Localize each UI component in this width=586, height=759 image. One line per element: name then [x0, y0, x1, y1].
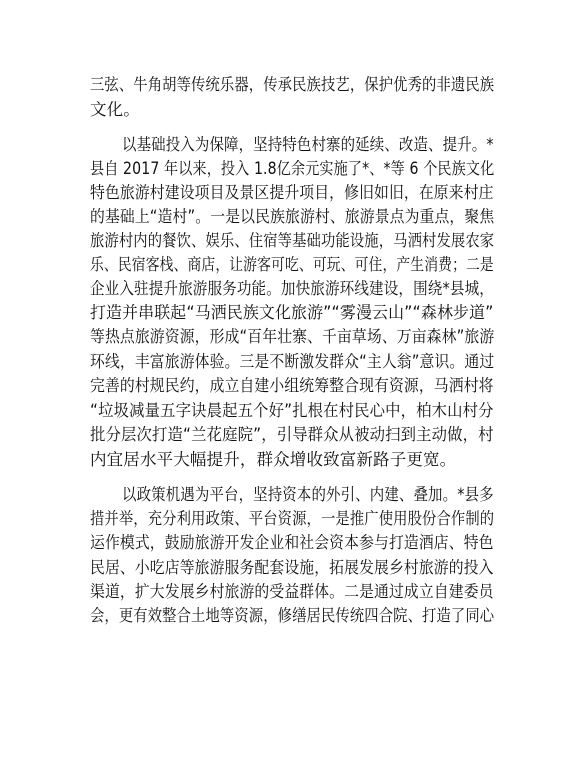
text-line: 渠道，扩大发展乡村旅游的受益群体。二是通过成立自建委员 [90, 582, 494, 601]
text-line: 环线，丰富旅游体验。三是不断激发群众“主人翁”意识。通过 [90, 352, 495, 371]
text-line: 三弦、牛角胡等传统乐器，传承民族技艺，保护优秀的非遗民族 [90, 75, 495, 94]
text-line: 旅游村内的餐饮、娱乐、住宿等基础功能设施，马洒村发展农家 [90, 231, 495, 250]
text-line: 民居、小吃店等旅游服务配套设施，拓展发展乡村旅游的投入 [90, 558, 494, 577]
text-line: 乐、民宿客栈、商店，让游客可吃、可玩、可住，产生消费；二是 [90, 255, 494, 274]
text-line: 完善的村规民约，成立自建小组统筹整合现有资源，马洒村将 [90, 376, 494, 395]
text-line: 运作模式，鼓励旅游开发企业和社会资本参与打造酒店、特色 [90, 533, 494, 552]
text-line: 企业入驻提升旅游服务功能。加快旅游环线建设，围绕*县城， [90, 279, 494, 298]
text-line: 会，更有效整合土地等资源，修缮居民传统四合院、打造了同心 [90, 606, 495, 625]
text-line: 县自 2017 年以来，投入 1.8亿余元实施了*、*等 6 个民族文化 [90, 159, 495, 178]
text-line: 等热点旅游资源，形成“百年壮寨、千亩草场、万亩森林”旅游 [90, 327, 495, 346]
text-line: 特色旅游村建设项目及景区提升项目，修旧如旧，在原来村庄 [90, 183, 494, 202]
text-line: 内宜居水平大幅提升，群众增收致富新路子更宽。 [90, 450, 457, 469]
text-line: 文化。 [90, 100, 140, 119]
text-line: 批分层次打造“兰花庭院”，引导群众从被动扫到主动做，村 [90, 425, 494, 444]
text-line: 以政策机遇为平台，坚持资本的外引、内建、叠加。*县多 [122, 485, 494, 504]
text-line: 措并举，充分利用政策、平台资源，一是推广使用股份合作制的 [90, 509, 495, 528]
text-line: 的基础上“造村”。一是以民族旅游村、旅游景点为重点，聚焦 [90, 207, 495, 226]
text-line: “垃圾减量五字诀晨起五个好”扎根在村民心中，柏木山村分 [90, 401, 494, 420]
text-line: 以基础投入为保障，坚持特色村寨的延续、改造、提升。* [122, 135, 494, 154]
text-line: 打造并串联起“马洒民族文化旅游”“雾漫云山”“森林步道” [90, 303, 494, 322]
